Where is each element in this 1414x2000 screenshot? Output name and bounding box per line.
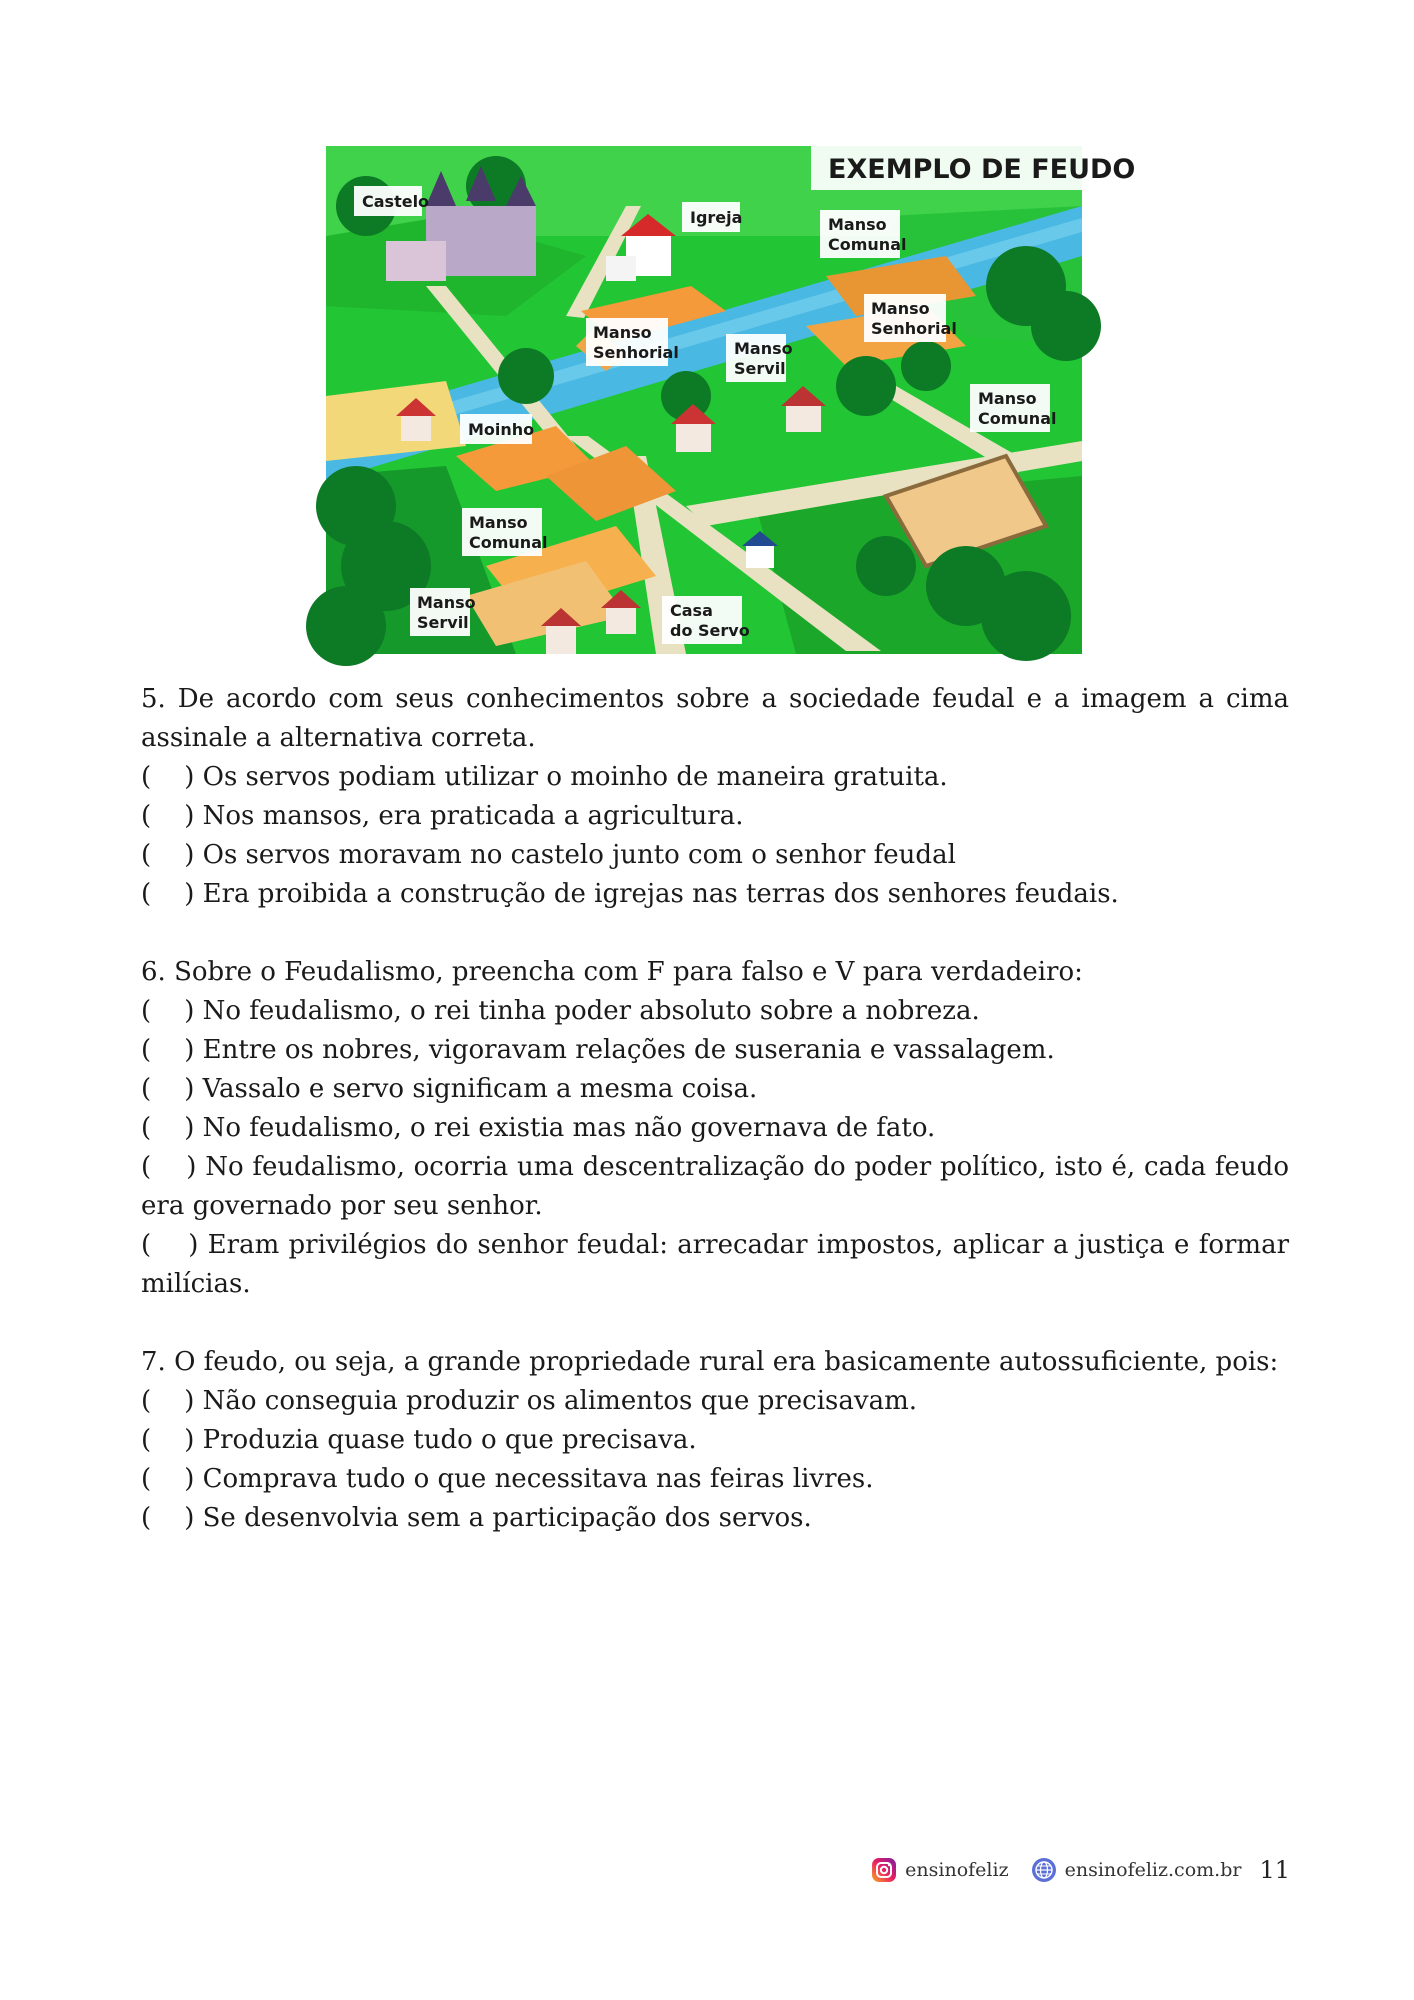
question-6-option-5[interactable]: ( ) No feudalismo, ocorria uma descentralização do poder político, isto é, cada feudo era governado por seu senhor. [141, 1152, 1289, 1221]
label-manso-comunal-right-1: Manso [978, 389, 1037, 408]
question-5-option-4[interactable]: ( ) Era proibida a construção de igrejas nas terras dos senhores feudais. [141, 879, 1119, 909]
question-5-option-2[interactable]: ( ) Nos mansos, era praticada a agricultura. [141, 801, 744, 831]
label-manso-senhorial-left-1: Manso [593, 323, 652, 342]
label-manso-comunal-top-1: Manso [828, 215, 887, 234]
website-link[interactable] [1031, 1857, 1242, 1883]
label-manso-senhorial-left-2: Senhorial [593, 343, 679, 362]
questions-area [141, 680, 1289, 1538]
instagram-handle: ensinofeliz [905, 1859, 1009, 1881]
label-casa-do-servo-2: do Servo [670, 621, 750, 640]
label-manso-comunal-bottom-1: Manso [469, 513, 528, 532]
question-6-option-4[interactable]: ( ) No feudalismo, o rei existia mas não governava de fato. [141, 1113, 936, 1143]
question-5-option-1[interactable]: ( ) Os servos podiam utilizar o moinho de maneira gratuita. [141, 762, 948, 792]
label-manso-senhorial-right-2: Senhorial [871, 319, 957, 338]
question-7-option-2[interactable]: ( ) Produzia quase tudo o que precisava. [141, 1425, 697, 1455]
question-6-title: 6. Sobre o Feudalismo, preencha com F para falso e V para verdadeiro: [141, 957, 1083, 987]
label-moinho: Moinho [468, 420, 535, 439]
label-manso-servil-mid-2: Servil [734, 359, 786, 378]
question-6 [141, 953, 1289, 1304]
feudo-illustration [326, 146, 1136, 654]
label-igreja: Igreja [690, 208, 743, 227]
website-url: ensinofeliz.com.br [1064, 1859, 1242, 1881]
question-6-option-3[interactable]: ( ) Vassalo e servo significam a mesma coisa. [141, 1074, 758, 1104]
question-7 [141, 1343, 1289, 1538]
question-7-option-1[interactable]: ( ) Não conseguia produzir os alimentos que precisavam. [141, 1386, 917, 1416]
question-5-title: 5. De acordo com seus conhecimentos sobre a sociedade feudal e a imagem a cima assinale a alternativa correta. [141, 684, 1289, 753]
question-6-option-1[interactable]: ( ) No feudalismo, o rei tinha poder absoluto sobre a nobreza. [141, 996, 980, 1026]
question-7-option-4[interactable]: ( ) Se desenvolvia sem a participação dos servos. [141, 1503, 812, 1533]
figure-title: EXEMPLO DE FEUDO [828, 154, 1136, 185]
label-manso-comunal-bottom-2: Comunal [469, 533, 548, 552]
question-5 [141, 680, 1289, 914]
label-casa-do-servo-1: Casa [670, 601, 713, 620]
globe-icon [1031, 1857, 1057, 1883]
label-manso-servil-bottom-2: Servil [417, 613, 469, 632]
label-manso-servil-bottom-1: Manso [417, 593, 476, 612]
label-manso-senhorial-right-1: Manso [871, 299, 930, 318]
question-6-option-6[interactable]: ( ) Eram privilégios do senhor feudal: arrecadar impostos, aplicar a justiça e formar milícias. [141, 1230, 1289, 1299]
question-6-option-2[interactable]: ( ) Entre os nobres, vigoravam relações de suserania e vassalagem. [141, 1035, 1055, 1065]
instagram-link[interactable] [871, 1857, 1008, 1883]
label-castelo: Castelo [362, 192, 430, 211]
instagram-icon [871, 1857, 897, 1883]
question-7-title: 7. O feudo, ou seja, a grande propriedade rural era basicamente autossuficiente, pois: [141, 1347, 1279, 1377]
label-manso-comunal-right-2: Comunal [978, 409, 1057, 428]
label-manso-comunal-top-2: Comunal [828, 235, 907, 254]
page-footer [849, 1852, 1290, 1888]
question-5-option-3[interactable]: ( ) Os servos moravam no castelo junto com o senhor feudal [141, 840, 956, 870]
page-number: 11 [1259, 1856, 1290, 1884]
question-7-option-3[interactable]: ( ) Comprava tudo o que necessitava nas feiras livres. [141, 1464, 874, 1494]
label-manso-servil-mid-1: Manso [734, 339, 793, 358]
